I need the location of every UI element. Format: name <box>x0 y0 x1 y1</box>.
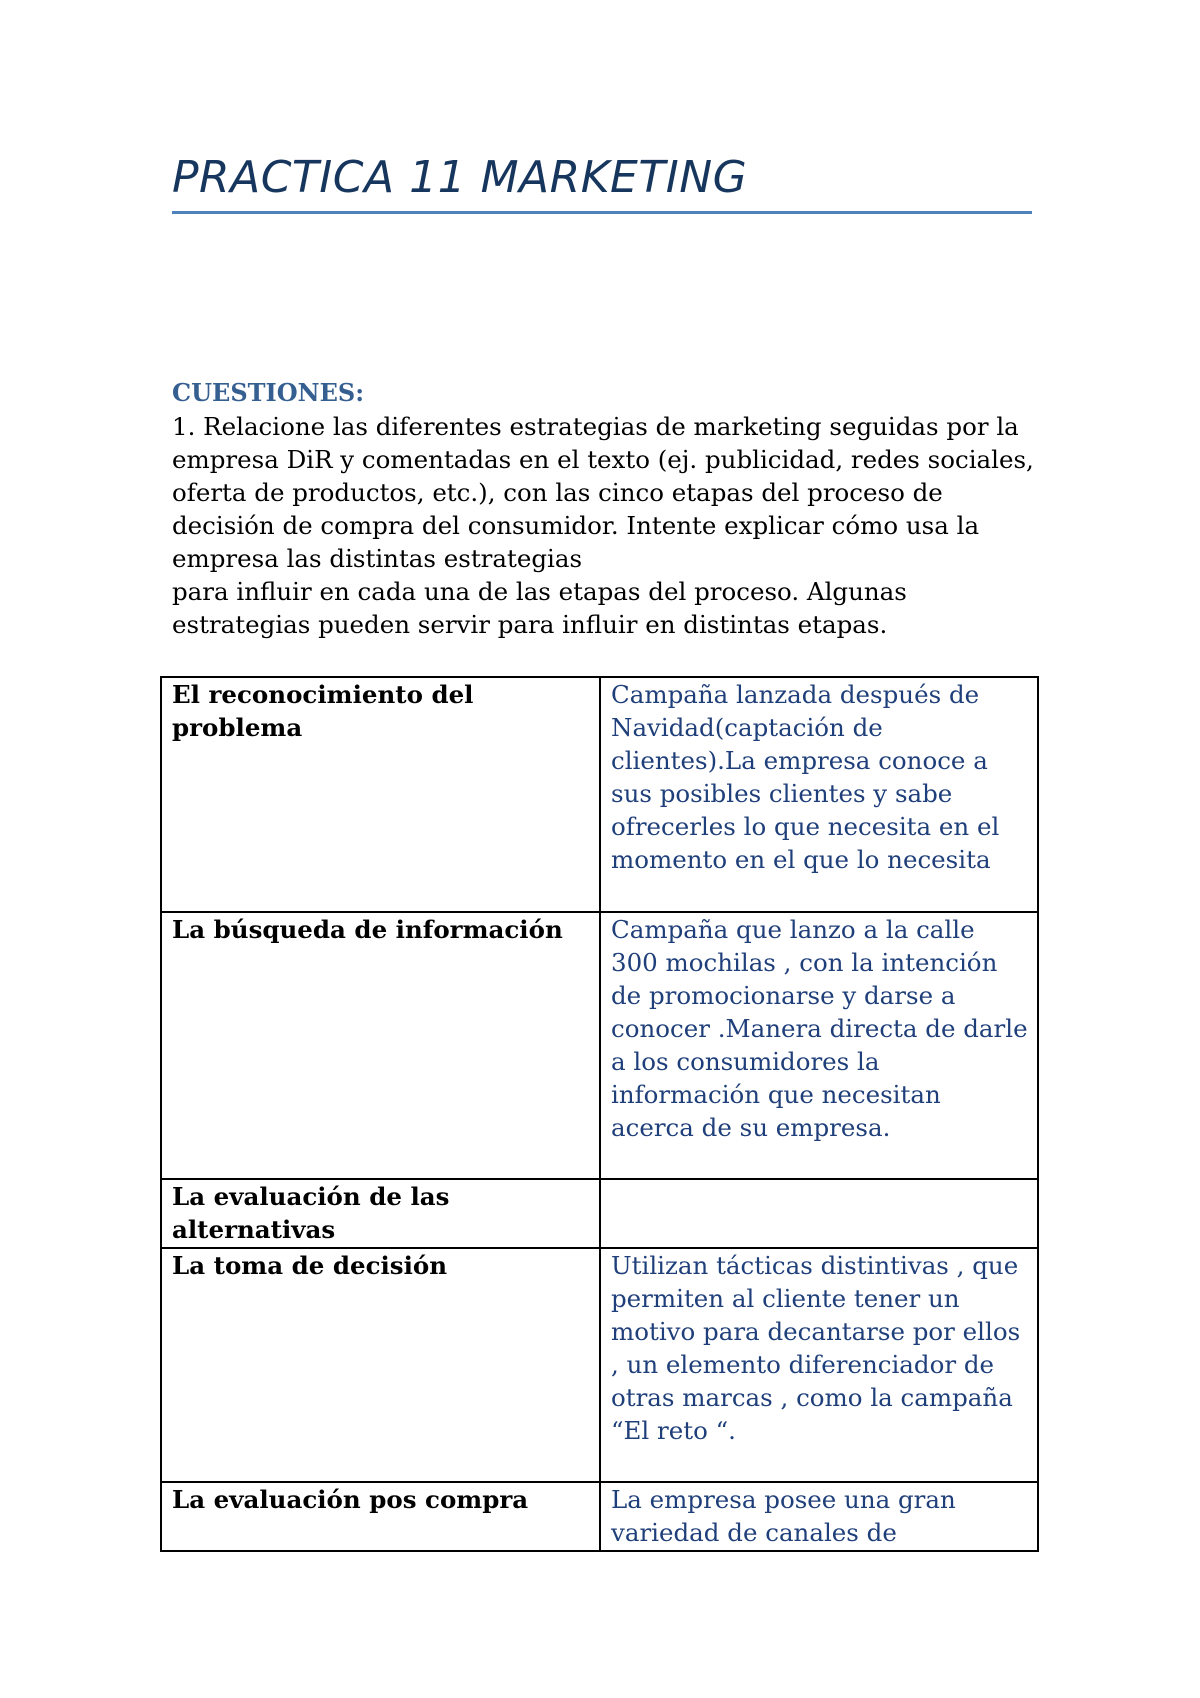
decision-stages-table <box>160 676 1039 1552</box>
table-row <box>161 677 1038 912</box>
table-row <box>161 1179 1038 1248</box>
stage-cell: La evaluación pos compra <box>161 1482 600 1551</box>
question-text <box>172 410 1052 641</box>
table-row <box>161 1482 1038 1551</box>
document-title: PRACTICA 11 MARKETING <box>172 152 748 203</box>
stage-cell: El reconocimiento del problema <box>161 677 600 912</box>
answer-cell: La empresa posee una gran variedad de canales de <box>600 1482 1038 1551</box>
section-heading: CUESTIONES: <box>172 378 365 407</box>
answer-cell: Campaña lanzada después de Navidad(captación de clientes).La empresa conoce a sus posibles clientes y sabe ofrecerles lo que necesita en el momento en el que lo necesita <box>600 677 1038 912</box>
question-paragraph: para influir en cada una de las etapas del proceso. Algunas estrategias pueden servir para influir en distintas etapas. <box>172 577 907 639</box>
stage-cell: La toma de decisión <box>161 1248 600 1482</box>
table-row <box>161 912 1038 1179</box>
stage-cell: La búsqueda de información <box>161 912 600 1179</box>
answer-cell: Utilizan tácticas distintivas , que permiten al cliente tener un motivo para decantarse por ellos , un elemento diferenciador de otras marcas , como la campaña “El reto “. <box>600 1248 1038 1482</box>
answer-cell: Campaña que lanzo a la calle 300 mochilas , con la intención de promocionarse y darse a conocer .Manera directa de darle a los consumidores la información que necesitan acerca de su empresa. <box>600 912 1038 1179</box>
question-paragraph: 1. Relacione las diferentes estrategias de marketing seguidas por la empresa DiR y comentadas en el texto (ej. publicidad, redes sociales, oferta de productos, etc.), con las cinco etapas del proceso de decisión de compra del consumidor. Intente explicar cómo usa la empresa las distintas estrategias <box>172 412 1034 573</box>
stage-cell: La evaluación de las alternativas <box>161 1179 600 1248</box>
title-underline <box>172 211 1032 214</box>
table-row <box>161 1248 1038 1482</box>
answer-cell <box>600 1179 1038 1248</box>
